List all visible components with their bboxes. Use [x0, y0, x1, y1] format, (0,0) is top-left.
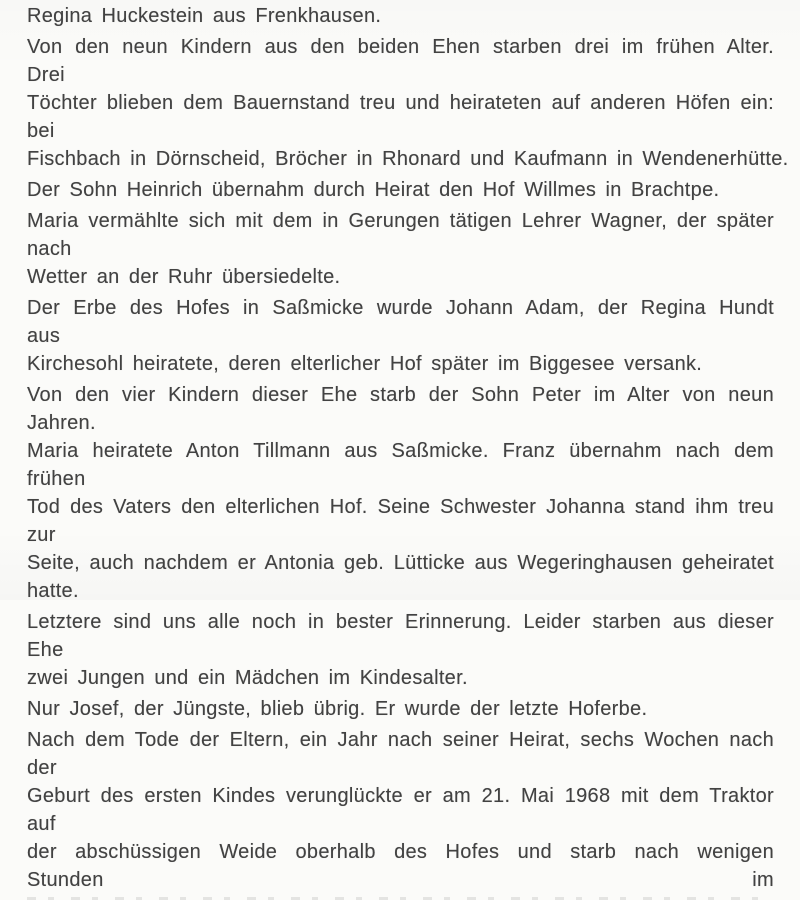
text-line: Fischbach in Dörnscheid, Bröcher in Rhonard und Kaufmann in Wendenerhütte.: [27, 148, 789, 170]
text-line: Nach dem Tode der Eltern, ein Jahr nach seiner Heirat, sechs Wochen nach der: [27, 729, 774, 779]
text-line: der abschüssigen Weide oberhalb des Hofes und starb nach wenigen Stunden im: [27, 841, 774, 891]
text-line: Regina Huckestein aus Frenkhausen.: [27, 5, 382, 27]
paragraph: [27, 33, 789, 173]
text-line: Geburt des ersten Kindes verunglückte er am 21. Mai 1968 mit dem Traktor auf: [27, 785, 774, 835]
paragraph: [27, 726, 774, 894]
text-line: hatte.: [27, 580, 79, 602]
paragraph: [27, 176, 774, 204]
paragraph: [27, 381, 774, 605]
text-line: Der Sohn Heinrich übernahm durch Heirat den Hof Willmes in Brachtpe.: [27, 179, 720, 201]
paragraph: [27, 608, 774, 692]
text-line: Der Erbe des Hofes in Saßmicke wurde Johann Adam, der Regina Hundt aus: [27, 297, 774, 347]
text-line: Nur Josef, der Jüngste, blieb übrig. Er wurde der letzte Hoferbe.: [27, 698, 648, 720]
text-line: Letztere sind uns alle noch in bester Erinnerung. Leider starben aus dieser Ehe: [27, 611, 774, 661]
paragraph: [27, 695, 774, 723]
paragraph: [27, 207, 774, 291]
paragraph: [27, 294, 774, 378]
paragraph: [27, 2, 774, 30]
text-line: Maria vermählte sich mit dem in Gerungen tätigen Lehrer Wagner, der später nach: [27, 210, 774, 260]
text-line: Töchter blieben dem Bauernstand treu und heirateten auf anderen Höfen ein: bei: [27, 92, 774, 142]
text-line: Maria heiratete Anton Tillmann aus Saßmicke. Franz übernahm nach dem frühen: [27, 440, 774, 490]
text-line: Seite, auch nachdem er Antonia geb. Lütticke aus Wegeringhausen geheiratet: [27, 552, 774, 574]
text-line: Tod des Vaters den elterlichen Hof. Seine Schwester Johanna stand ihm treu zur: [27, 496, 774, 546]
text-line: Kirchesohl heiratete, deren elterlicher Hof später im Biggesee versank.: [27, 353, 703, 375]
body-text: [27, 2, 789, 894]
text-line: Von den neun Kindern aus den beiden Ehen starben drei im frühen Alter. Drei: [27, 36, 774, 86]
text-line: Von den vier Kindern dieser Ehe starb der Sohn Peter im Alter von neun Jahren.: [27, 384, 774, 434]
text-line: Wetter an der Ruhr übersiedelte.: [27, 266, 341, 288]
text-line: zwei Jungen und ein Mädchen im Kindesalter.: [27, 667, 468, 689]
